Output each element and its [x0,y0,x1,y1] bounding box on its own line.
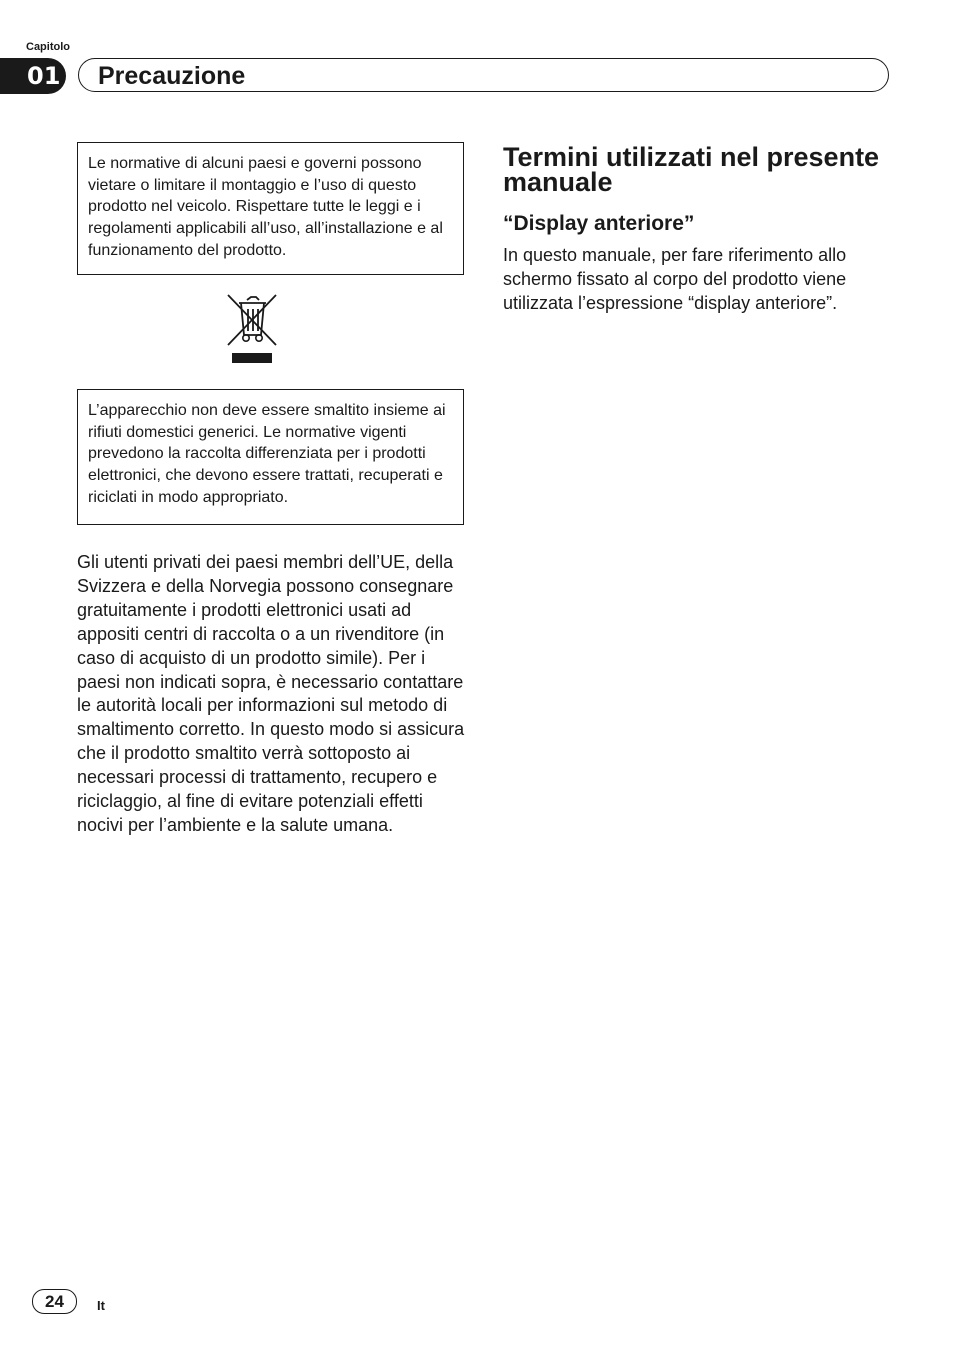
chapter-label: Capitolo [26,41,70,53]
crossed-out-wheelie-bin-icon [226,293,278,365]
section-title: Termini utilizzati nel presente manuale [503,142,880,197]
chapter-title: Precauzione [98,62,246,90]
chapter-number: 01 [0,58,66,94]
chapter-title-bar [78,58,889,92]
legal-notice-box: Le normative di alcuni paesi e governi possono vietare o limitare il montaggio e l’uso di questo prodotto nel veicolo. Rispettare tutte le leggi e i regolamenti applicabili all’uso, all’installazione e al funzionamento del prodotto. [77,142,464,275]
disposal-paragraph: Gli utenti privati dei paesi membri dell’UE, della Svizzera e della Norvegia possono consegnare gratuitamente i prodotti elettronici usati ad appositi centri di raccolta o a un rivenditore (in caso di acquisto di un prodotto simile). Per i paesi non indicati sopra, è necessario contattare le autorità locali per informazioni sul metodo di smaltimento corretto. In questo modo si assicura che il prodotto smaltito verrà sottoposto ai necessari processi di trattamento, recupero e riciclaggio, al fine di evitare potenziali effetti nocivi per l’ambiente e la salute umana. [77,552,465,835]
section-paragraph: In questo manuale, per fare riferimento allo schermo fissato al corpo del prodotto viene utilizzata l’espressione “display anteriore”. [503,245,847,313]
page-language: It [97,1298,105,1313]
subsection-title: “Display anteriore” [503,212,695,235]
disposal-notice-box: L’apparecchio non deve essere smaltito insieme ai rifiuti domestici generici. Le normative vigenti prevedono la raccolta differenziata per i prodotti elettronici, che devono essere trattati, recuperati e riciclati in modo appropriato. [77,389,464,525]
page-number: 24 [32,1289,77,1314]
